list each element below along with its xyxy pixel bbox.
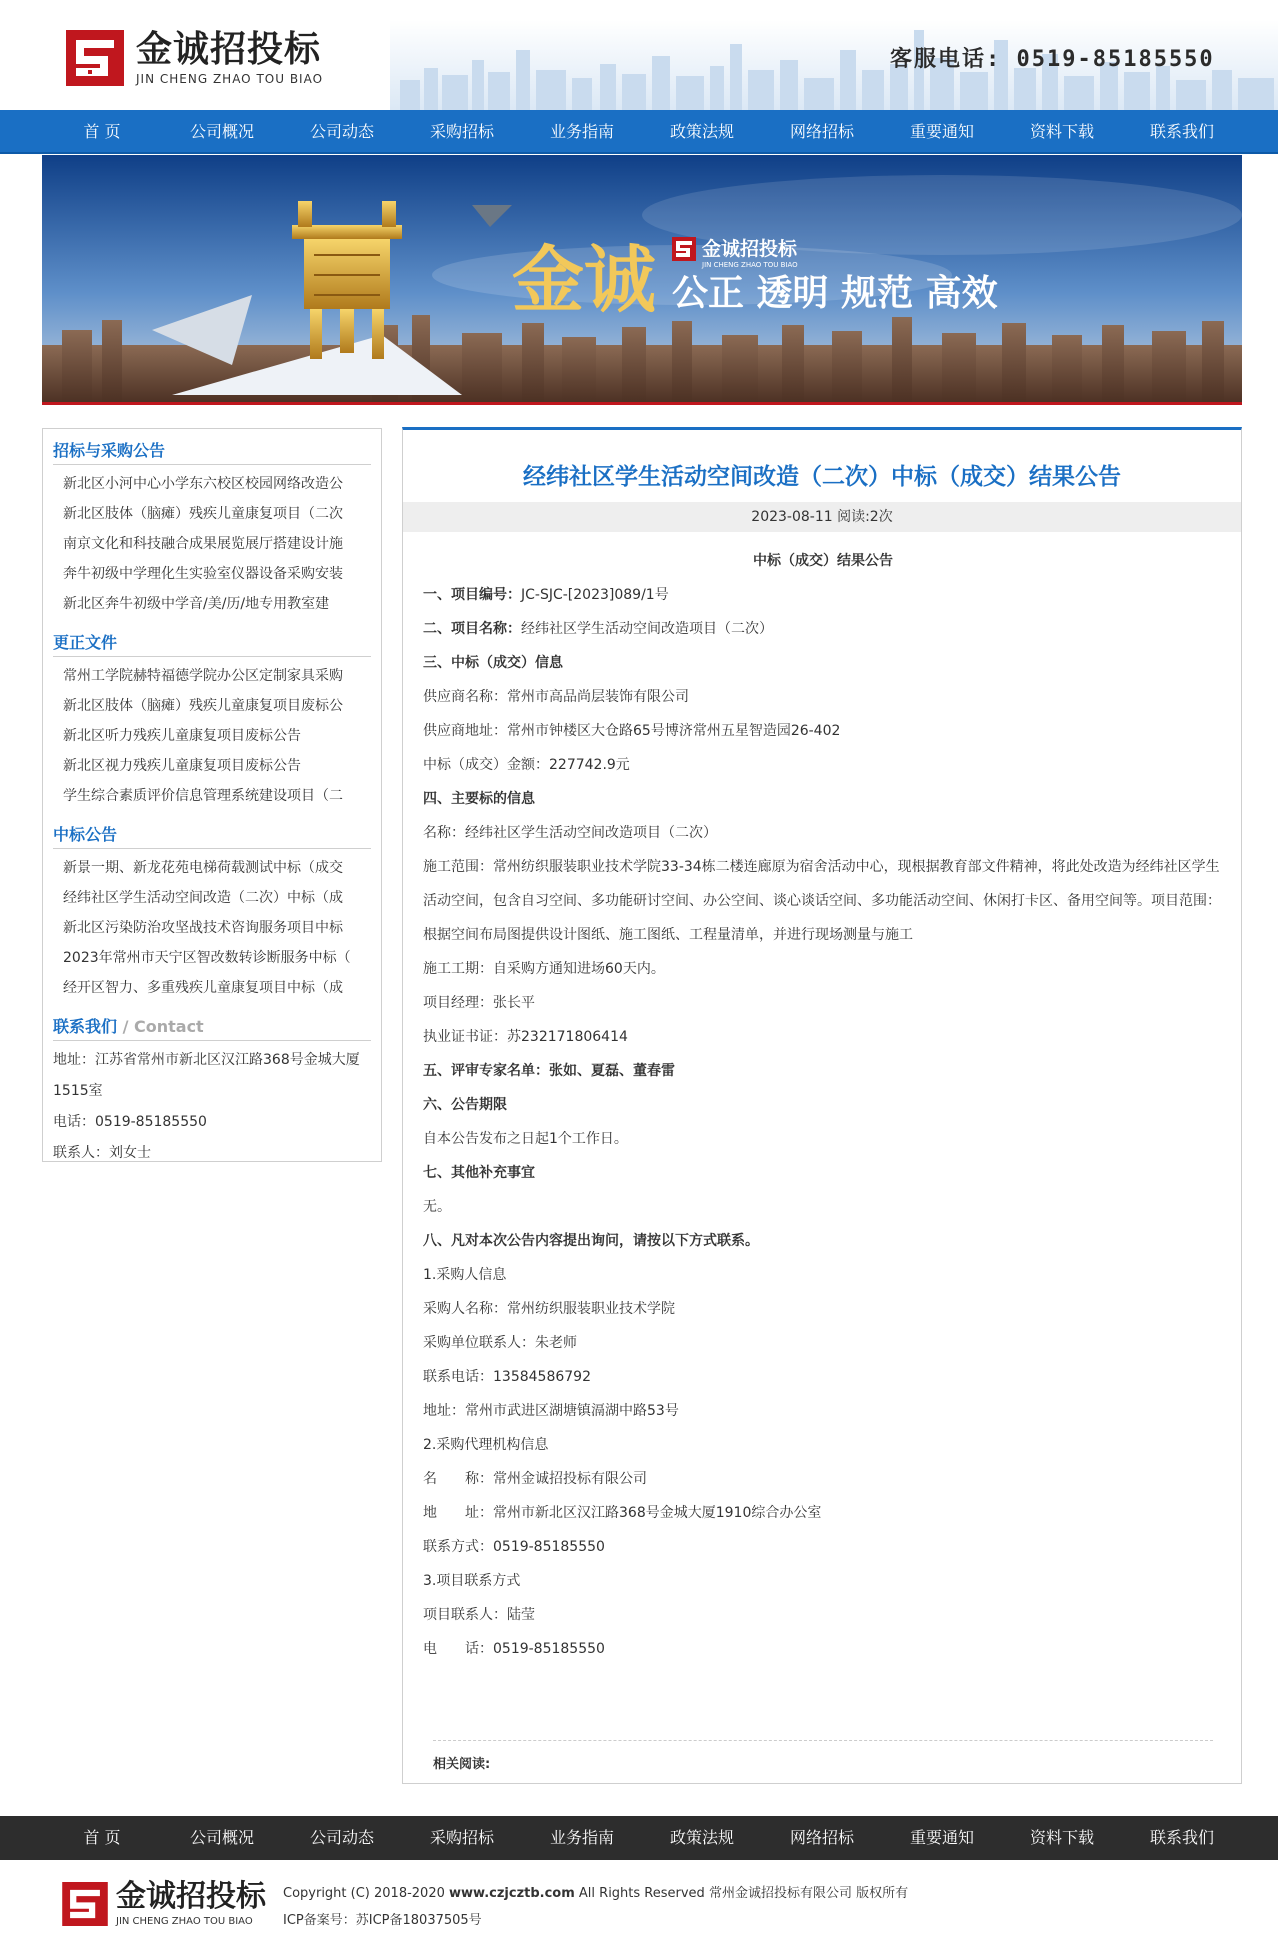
nav-item-online-bidding[interactable]: 网络招标 — [789, 122, 854, 141]
article-body — [423, 544, 1223, 1666]
nav-item-home[interactable]: 首 页 — [83, 122, 121, 141]
article-line-value: JC-SJC-[2023]089/1号 — [521, 587, 669, 603]
contact-info — [43, 1041, 381, 1169]
footer-nav-item-downloads[interactable]: 资料下载 — [1029, 1828, 1094, 1847]
article-line: 执业证书证：苏232171806414 — [423, 1029, 628, 1045]
footer-nav-item-policy[interactable]: 政策法规 — [669, 1828, 734, 1847]
article-line: 联系电话：13584586792 — [423, 1369, 591, 1385]
site-header — [0, 0, 1278, 110]
sidebar-list-item[interactable]: 奔牛初级中学理化生实验室仪器设备采购安装 — [63, 566, 343, 582]
article-panel — [402, 427, 1242, 1784]
sidebar-list-item[interactable]: 新北区肢体（脑瘫）残疾儿童康复项目（二次 — [63, 506, 343, 522]
sidebar-section-tenders — [43, 437, 381, 621]
sidebar-title-corrections[interactable]: 更正文件 — [53, 629, 371, 657]
article-line — [423, 578, 1223, 612]
copyright-post: All Rights Reserved 常州金诚招投标有限公司 版权所有 — [574, 1886, 909, 1901]
article-line-value: 经纬社区学生活动空间改造项目（二次） — [521, 621, 773, 637]
main-nav — [0, 110, 1278, 154]
article-line: 供应商地址：常州市钟楼区大仓路65号博济常州五星智造园26-402 — [423, 723, 841, 739]
article-line — [423, 612, 1223, 646]
sidebar-list-item[interactable]: 新北区听力残疾儿童康复项目废标公告 — [63, 728, 301, 744]
article-meta: 2023-08-11 阅读:2次 — [403, 502, 1241, 532]
sidebar-title-contact[interactable] — [53, 1013, 371, 1041]
hero-banner — [42, 155, 1242, 405]
article-line: 地 址：常州市新北区汉江路368号金城大厦1910综合办公室 — [423, 1505, 822, 1521]
contact-title-cn: 联系我们 — [53, 1017, 118, 1036]
footer-nav-item-guide[interactable]: 业务指南 — [549, 1828, 614, 1847]
sidebar-list-item[interactable]: 新北区视力残疾儿童康复项目废标公告 — [63, 758, 301, 774]
banner-logo-cn: 金诚招投标 — [702, 238, 798, 260]
article-line: 施工工期：自采购方通知进场60天内。 — [423, 961, 665, 977]
site-logo[interactable] — [66, 30, 346, 90]
sidebar-list-item[interactable]: 新北区污染防治攻坚战技术咨询服务项目中标 — [63, 920, 343, 936]
logo-text-en: JIN CHENG ZHAO TOU BIAO — [136, 72, 324, 86]
footer-nav-item-online-bidding[interactable]: 网络招标 — [789, 1828, 854, 1847]
related-reading: 相关阅读: — [433, 1740, 1213, 1772]
banner-graphic — [42, 155, 1242, 405]
article-line: 无。 — [423, 1199, 451, 1215]
sidebar-section-corrections — [43, 629, 381, 813]
article-line: 四、主要标的信息 — [423, 791, 535, 807]
footer-nav — [0, 1816, 1278, 1860]
article-line: 中标（成交）金额：227742.9元 — [423, 757, 630, 773]
sidebar-list-item[interactable]: 经纬社区学生活动空间改造（二次）中标（成 — [63, 890, 343, 906]
nav-item-about[interactable]: 公司概况 — [189, 122, 254, 141]
article-line: 供应商名称：常州市高品尚层装饰有限公司 — [423, 689, 689, 705]
footer-nav-item-notices[interactable]: 重要通知 — [909, 1828, 974, 1847]
contact-title-en: / Contact — [117, 1017, 204, 1036]
sidebar-list-item[interactable]: 新景一期、新龙花苑电梯荷载测试中标（成交 — [63, 860, 343, 876]
article-line: 名称：经纬社区学生活动空间改造项目（二次） — [423, 825, 717, 841]
sidebar-list-item[interactable]: 南京文化和科技融合成果展览展厅搭建设计施 — [63, 536, 343, 552]
nav-item-policy[interactable]: 政策法规 — [669, 122, 734, 141]
article-line: 采购单位联系人：朱老师 — [423, 1335, 577, 1351]
nav-item-notices[interactable]: 重要通知 — [909, 122, 974, 141]
sidebar — [42, 428, 382, 1162]
sidebar-list-item[interactable]: 学生综合素质评价信息管理系统建设项目（二 — [63, 788, 343, 804]
footer-nav-item-news[interactable]: 公司动态 — [309, 1828, 374, 1847]
sidebar-list-item[interactable]: 新北区小河中心小学东六校区校园网络改造公 — [63, 476, 343, 492]
nav-item-contact[interactable]: 联系我们 — [1149, 122, 1214, 141]
footer-logo-en: JIN CHENG ZHAO TOU BIAO — [116, 1916, 253, 1927]
footer-logo[interactable] — [62, 1880, 272, 1930]
nav-item-downloads[interactable]: 资料下载 — [1029, 122, 1094, 141]
nav-item-news[interactable]: 公司动态 — [309, 122, 374, 141]
sidebar-list-item[interactable]: 新北区肢体（脑瘫）残疾儿童康复项目废标公 — [63, 698, 343, 714]
site-domain-link[interactable]: www.czjcztb.com — [449, 1886, 575, 1901]
footer-logo-mark-icon — [62, 1882, 108, 1926]
sidebar-list-item[interactable]: 2023年常州市天宁区智改数转诊断服务中标（ — [63, 950, 351, 966]
banner-slogan: 公正 透明 规范 高效 — [672, 273, 998, 314]
sidebar-title-awards[interactable]: 中标公告 — [53, 821, 371, 849]
article-line: 三、中标（成交）信息 — [423, 655, 563, 671]
footer-logo-cn: 金诚招投标 — [116, 1879, 266, 1914]
contact-phone: 电话：0519-85185550 — [53, 1114, 207, 1130]
contact-address: 地址：江苏省常州市新北区汉江路368号金城大厦1515室 — [53, 1052, 360, 1099]
sidebar-title-tenders[interactable]: 招标与采购公告 — [53, 437, 371, 465]
logo-text-cn: 金诚招投标 — [136, 29, 322, 70]
nav-item-guide[interactable]: 业务指南 — [549, 122, 614, 141]
article-line: 五、评审专家名单：张如、夏磊、董春雷 — [423, 1063, 675, 1079]
article-line: 联系方式：0519-85185550 — [423, 1539, 605, 1555]
article-line: 自本公告发布之日起1个工作日。 — [423, 1131, 628, 1147]
sidebar-section-awards — [43, 821, 381, 1005]
copyright-pre: Copyright (C) 2018-2020 — [283, 1886, 449, 1901]
footer-copyright — [283, 1880, 908, 1934]
article-line: 施工范围：常州纺织服装职业技术学院33-34栋二楼连廊原为宿舍活动中心，现根据教育部文件精神，将此处改造为经纬社区学生活动空间，包含自习空间、多功能研讨空间、办公空间、谈心谈话空间、多功能活动空间、休闲打卡区、备用空间等。项目范围：根据空间布局图提供设计图纸、施工图纸、工程量清单，并进行现场测量与施工 — [423, 859, 1221, 943]
article-line: 2.采购代理机构信息 — [423, 1437, 549, 1453]
article-line: 八、凡对本次公告内容提出询问，请按以下方式联系。 — [423, 1233, 759, 1249]
footer-nav-item-contact[interactable]: 联系我们 — [1149, 1828, 1214, 1847]
article-line-label: 二、项目名称： — [423, 621, 521, 637]
banner-logo-en: JIN CHENG ZHAO TOU BIAO — [702, 261, 798, 269]
article-line: 项目经理：张长平 — [423, 995, 535, 1011]
article-line: 项目联系人：陆莹 — [423, 1607, 535, 1623]
footer-nav-item-about[interactable]: 公司概况 — [189, 1828, 254, 1847]
logo-mark-icon — [66, 30, 124, 86]
banner-calligraphy: 金诚 — [512, 237, 657, 322]
footer-nav-item-procurement[interactable]: 采购招标 — [429, 1828, 494, 1847]
sidebar-section-contact — [43, 1013, 381, 1169]
article-title: 经纬社区学生活动空间改造（二次）中标（成交）结果公告 — [523, 464, 1121, 490]
article-line: 电 话：0519-85185550 — [423, 1641, 605, 1657]
icp-record[interactable]: ICP备案号：苏ICP备18037505号 — [283, 1913, 482, 1928]
contact-person: 联系人：刘女士 — [53, 1145, 151, 1161]
article-line-label: 一、项目编号： — [423, 587, 521, 603]
article-line: 3.项目联系方式 — [423, 1573, 521, 1589]
article-line: 七、其他补充事宜 — [423, 1165, 535, 1181]
article-line: 六、公告期限 — [423, 1097, 507, 1113]
article-line: 名 称：常州金诚招投标有限公司 — [423, 1471, 647, 1487]
article-line: 1.采购人信息 — [423, 1267, 507, 1283]
nav-item-procurement[interactable]: 采购招标 — [429, 122, 494, 141]
sidebar-list-item[interactable]: 经开区智力、多重残疾儿童康复项目中标（成 — [63, 980, 343, 996]
service-hotline: 客服电话: 0519-85185550 — [890, 47, 1215, 72]
article-line: 采购人名称：常州纺织服装职业技术学院 — [423, 1301, 675, 1317]
footer-nav-item-home[interactable]: 首 页 — [83, 1828, 121, 1847]
sidebar-list-item[interactable]: 常州工学院赫特福德学院办公区定制家具采购 — [63, 668, 343, 684]
article-subtitle: 中标（成交）结果公告 — [753, 553, 893, 569]
sidebar-list-item[interactable]: 新北区奔牛初级中学音/美/历/地专用教室建 — [63, 596, 330, 612]
article-line: 地址：常州市武进区湖塘镇滆湖中路53号 — [423, 1403, 679, 1419]
